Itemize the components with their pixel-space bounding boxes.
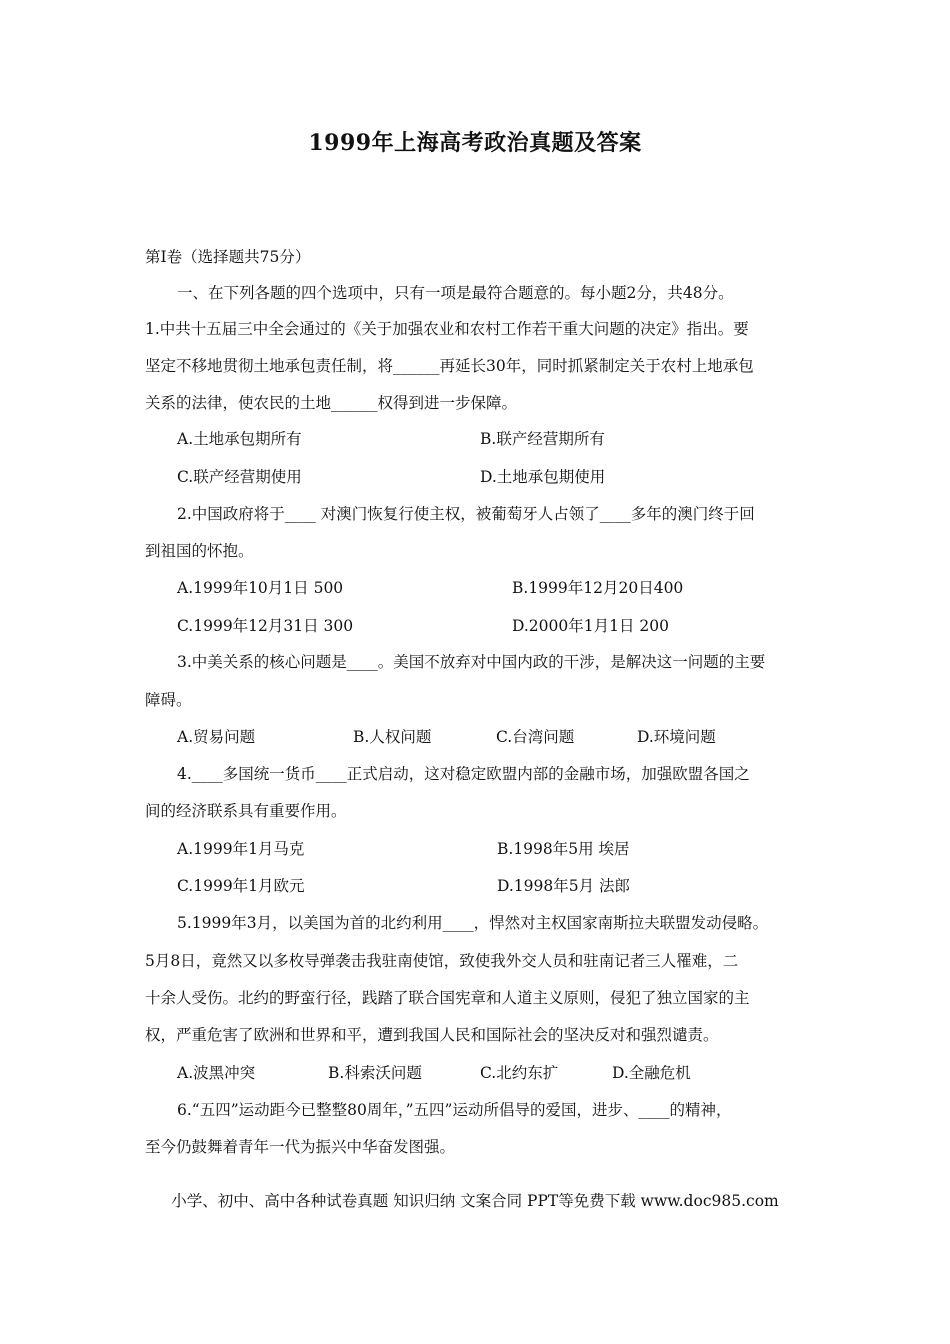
question-4-option-c: C.1999年1月欧元 (177, 877, 305, 895)
question-4-option-d: D.1998年5月 法郎 (497, 877, 631, 895)
question-5-option-a: A.波黑冲突 (177, 1064, 256, 1082)
page-title: 1999年上海高考政治真题及答案 (308, 130, 642, 156)
question-1-line-3: 关系的法律，使农民的土地______权得到进一步保障。 (145, 394, 518, 412)
question-3-option-d: D.环境问题 (637, 728, 716, 746)
question-4-option-b: B.1998年5用 埃居 (497, 840, 630, 858)
question-5-option-c: C.北约东扩 (480, 1064, 559, 1082)
question-5-line-4: 权，严重危害了欧洲和世界和平，遭到我国人民和国际社会的坚决反对和强烈谴责。 (145, 1026, 719, 1044)
instruction-text: 一、在下列各题的四个选项中，只有一项是最符合题意的。每小题2分，共48分。 (177, 284, 734, 302)
question-6-line-2: 至今仍鼓舞着青年一代为振兴中华奋发图强。 (145, 1138, 456, 1156)
question-1-line-2: 坚定不移地贯彻土地承包责任制，将______再延长30年，同时抓紧制定关于农村上地承包 (145, 357, 754, 375)
question-3-option-a: A.贸易问题 (177, 728, 256, 746)
question-2-line-2: 到祖国的怀抱。 (145, 542, 254, 560)
question-4-line-2: 间的经济联系具有重要作用。 (145, 802, 347, 820)
question-1-option-a: A.土地承包期所有 (177, 430, 302, 448)
question-5-option-b: B.科索沃问题 (328, 1064, 422, 1082)
question-3-line-2: 障碍。 (145, 691, 192, 709)
question-4-line-1: 4.____多国统一货币____正式启动，这对稳定欧盟内部的金融市场，加强欧盟各国之 (177, 765, 750, 783)
question-1-option-c: C.联产经营期使用 (177, 468, 302, 486)
question-2-option-b: B.1999年12月20日400 (512, 579, 684, 597)
question-2-option-d: D.2000年1月1日 200 (512, 617, 669, 635)
question-2-option-c: C.1999年12月31日 300 (177, 617, 354, 635)
question-3-option-c: C.台湾问题 (496, 728, 575, 746)
question-3-line-1: 3.中美关系的核心问题是____。美国不放弃对中国内政的干涉，是解决这一问题的主要 (177, 653, 766, 671)
footer-text: 小学、初中、高中各种试卷真题 知识归纳 文案合同 PPT等免费下载 www.doc985.com (171, 1192, 779, 1210)
question-1-line-1: 1.中共十五届三中全会通过的《关于加强农业和农村工作若干重大问题的决定》指出。要 (145, 320, 749, 338)
question-2-option-a: A.1999年10月1日 500 (177, 579, 344, 597)
question-5-line-2: 5月8日，竟然又以多枚导弹袭击我驻南使馆，致使我外交人员和驻南记者三人罹难，二 (145, 952, 739, 970)
question-3-option-b: B.人权问题 (353, 728, 432, 746)
section-heading: 第Ⅰ卷（选择题共75分） (145, 248, 311, 266)
question-1-option-b: B.联产经营期所有 (480, 430, 605, 448)
question-5-option-d: D.全融危机 (612, 1064, 691, 1082)
question-1-option-d: D.土地承包期使用 (480, 468, 606, 486)
question-6-line-1: 6.“五四”运动距今已整整80周年，”五四”运动所倡导的爱国，进步、____的精神， (177, 1101, 732, 1119)
question-2-line-1: 2.中国政府将于____ 对澳门恢复行使主权，被葡萄牙人占领了____多年的澳门终于回 (177, 505, 755, 523)
question-4-option-a: A.1999年1月马克 (177, 840, 305, 858)
question-5-line-3: 十余人受伤。北约的野蛮行径，践踏了联合国宪章和人道主义原则，侵犯了独立国家的主 (145, 989, 750, 1007)
question-5-line-1: 5.1999年3月，以美国为首的北约利用____，悍然对主权国家南斯拉夫联盟发动侵略。 (177, 914, 769, 932)
